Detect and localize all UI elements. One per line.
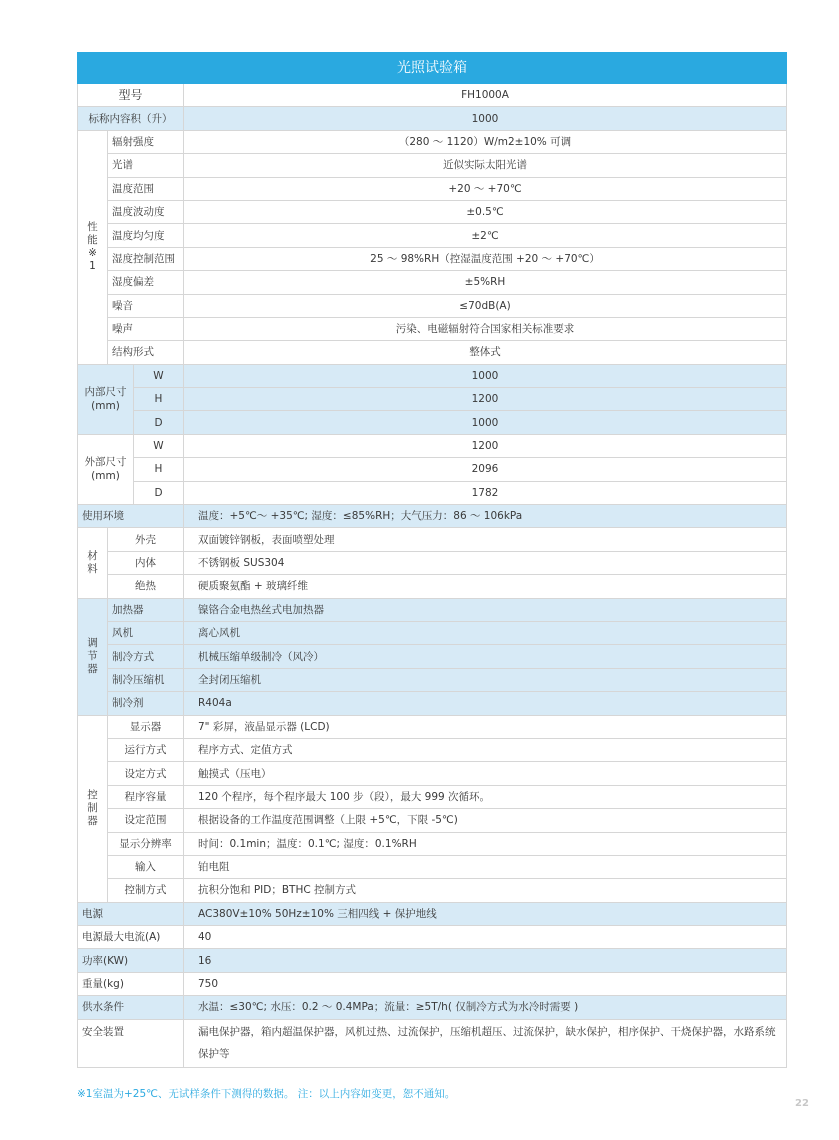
perf-label: 噪音 <box>108 294 184 317</box>
model-value: FH1000A <box>184 84 787 107</box>
perf-label: 温度范围 <box>108 177 184 200</box>
environment-value: 温度：+5℃～ +35℃; 湿度：≤85%RH；大气压力：86 ～ 106kPa <box>184 505 787 528</box>
max-current-label: 电源最大电流(A) <box>78 926 184 949</box>
controller-label: 控制方式 <box>108 879 184 902</box>
inner-dim-label: W <box>134 364 184 387</box>
controller-value: 7" 彩屏，液晶显示器 (LCD) <box>184 715 787 738</box>
material-label: 内体 <box>108 551 184 574</box>
controller-value: 铂电阻 <box>184 855 787 878</box>
perf-value: 污染、电磁辐射符合国家相关标准要求 <box>184 317 787 340</box>
spec-sheet <box>77 52 786 1068</box>
inner-dim-value: 1200 <box>184 388 787 411</box>
outer-dim-label: W <box>134 434 184 457</box>
footnote: ※1室温为+25℃、无试样条件下测得的数据。 注：以上内容如变更，恕不通知。 <box>77 1088 456 1100</box>
power-kw-value: 16 <box>184 949 787 972</box>
perf-value: ±5%RH <box>184 271 787 294</box>
regulator-label: 风机 <box>108 621 184 644</box>
controller-group-label: 控制器 <box>78 715 108 902</box>
perf-label: 噪声 <box>108 317 184 340</box>
perf-value: 近似实际太阳光谱 <box>184 154 787 177</box>
regulator-group-label: 调节器 <box>78 598 108 715</box>
water-value: 水温：≤30℃; 水压：0.2 ～ 0.4MPa；流量：≥5T/h( 仅制冷方式为水冷时需要 ) <box>184 996 787 1019</box>
controller-value: 程序方式、定值方式 <box>184 738 787 761</box>
controller-label: 显示器 <box>108 715 184 738</box>
performance-group-label: 性能※1 <box>78 130 108 364</box>
page-number: 22 <box>795 1098 809 1109</box>
model-label: 型号 <box>78 84 184 107</box>
power-label: 电源 <box>78 902 184 925</box>
material-value: 硬质聚氨酯 + 玻璃纤维 <box>184 575 787 598</box>
controller-label: 显示分辨率 <box>108 832 184 855</box>
controller-value: 抗积分饱和 PID；BTHC 控制方式 <box>184 879 787 902</box>
perf-value: +20 ～ +70℃ <box>184 177 787 200</box>
perf-value: 25 ～ 98%RH（控湿温度范围 +20 ～ +70℃） <box>184 247 787 270</box>
volume-label: 标称内容积（升） <box>78 107 184 130</box>
inner-size-label: 内部尺寸(mm) <box>78 364 134 434</box>
safety-value: 漏电保护器，箱内超温保护器，风机过热、过流保护，压缩机超压、过流保护，缺水保护，相序保护、干烧保护器，水路系统保护等 <box>184 1019 787 1067</box>
safety-label: 安全装置 <box>78 1019 184 1067</box>
controller-label: 设定范围 <box>108 809 184 832</box>
weight-label: 重量(kg) <box>78 972 184 995</box>
regulator-value: 全封闭压缩机 <box>184 668 787 691</box>
perf-label: 湿度控制范围 <box>108 247 184 270</box>
controller-label: 输入 <box>108 855 184 878</box>
perf-label: 湿度偏差 <box>108 271 184 294</box>
regulator-value: 镍铬合金电热丝式电加热器 <box>184 598 787 621</box>
regulator-value: R404a <box>184 692 787 715</box>
regulator-label: 制冷压缩机 <box>108 668 184 691</box>
controller-value: 120 个程序，每个程序最大 100 步（段），最大 999 次循环。 <box>184 785 787 808</box>
regulator-value: 离心风机 <box>184 621 787 644</box>
weight-value: 750 <box>184 972 787 995</box>
perf-label: 温度波动度 <box>108 200 184 223</box>
outer-dim-label: D <box>134 481 184 504</box>
power-kw-label: 功率(KW) <box>78 949 184 972</box>
perf-label: 辐射强度 <box>108 130 184 153</box>
inner-dim-value: 1000 <box>184 411 787 434</box>
material-label: 外壳 <box>108 528 184 551</box>
table-title: 光照试验箱 <box>78 53 787 84</box>
power-value: AC380V±10% 50Hz±10% 三相四线 + 保护地线 <box>184 902 787 925</box>
material-value: 双面镀锌钢板，表面喷塑处理 <box>184 528 787 551</box>
controller-label: 设定方式 <box>108 762 184 785</box>
perf-label: 光谱 <box>108 154 184 177</box>
controller-value: 触摸式（压电） <box>184 762 787 785</box>
regulator-label: 制冷方式 <box>108 645 184 668</box>
perf-label: 结构形式 <box>108 341 184 364</box>
perf-value: （280 ～ 1120）W/m2±10% 可调 <box>184 130 787 153</box>
perf-value: 整体式 <box>184 341 787 364</box>
controller-label: 程序容量 <box>108 785 184 808</box>
controller-label: 运行方式 <box>108 738 184 761</box>
environment-label: 使用环境 <box>78 505 184 528</box>
outer-dim-value: 2096 <box>184 458 787 481</box>
material-label: 绝热 <box>108 575 184 598</box>
material-group-label: 材料 <box>78 528 108 598</box>
regulator-label: 制冷剂 <box>108 692 184 715</box>
perf-value: ±2℃ <box>184 224 787 247</box>
regulator-value: 机械压缩单级制冷（风冷） <box>184 645 787 668</box>
material-value: 不锈钢板 SUS304 <box>184 551 787 574</box>
perf-value: ±0.5℃ <box>184 200 787 223</box>
water-label: 供水条件 <box>78 996 184 1019</box>
volume-value: 1000 <box>184 107 787 130</box>
spec-table <box>77 52 787 1068</box>
max-current-value: 40 <box>184 926 787 949</box>
inner-dim-label: D <box>134 411 184 434</box>
perf-label: 温度均匀度 <box>108 224 184 247</box>
controller-value: 根据设备的工作温度范围调整（上限 +5℃，下限 -5℃) <box>184 809 787 832</box>
outer-dim-value: 1782 <box>184 481 787 504</box>
outer-dim-value: 1200 <box>184 434 787 457</box>
perf-value: ≤70dB(A) <box>184 294 787 317</box>
controller-value: 时间：0.1min；温度：0.1℃; 湿度：0.1%RH <box>184 832 787 855</box>
outer-dim-label: H <box>134 458 184 481</box>
inner-dim-value: 1000 <box>184 364 787 387</box>
regulator-label: 加热器 <box>108 598 184 621</box>
outer-size-label: 外部尺寸(mm) <box>78 434 134 504</box>
inner-dim-label: H <box>134 388 184 411</box>
